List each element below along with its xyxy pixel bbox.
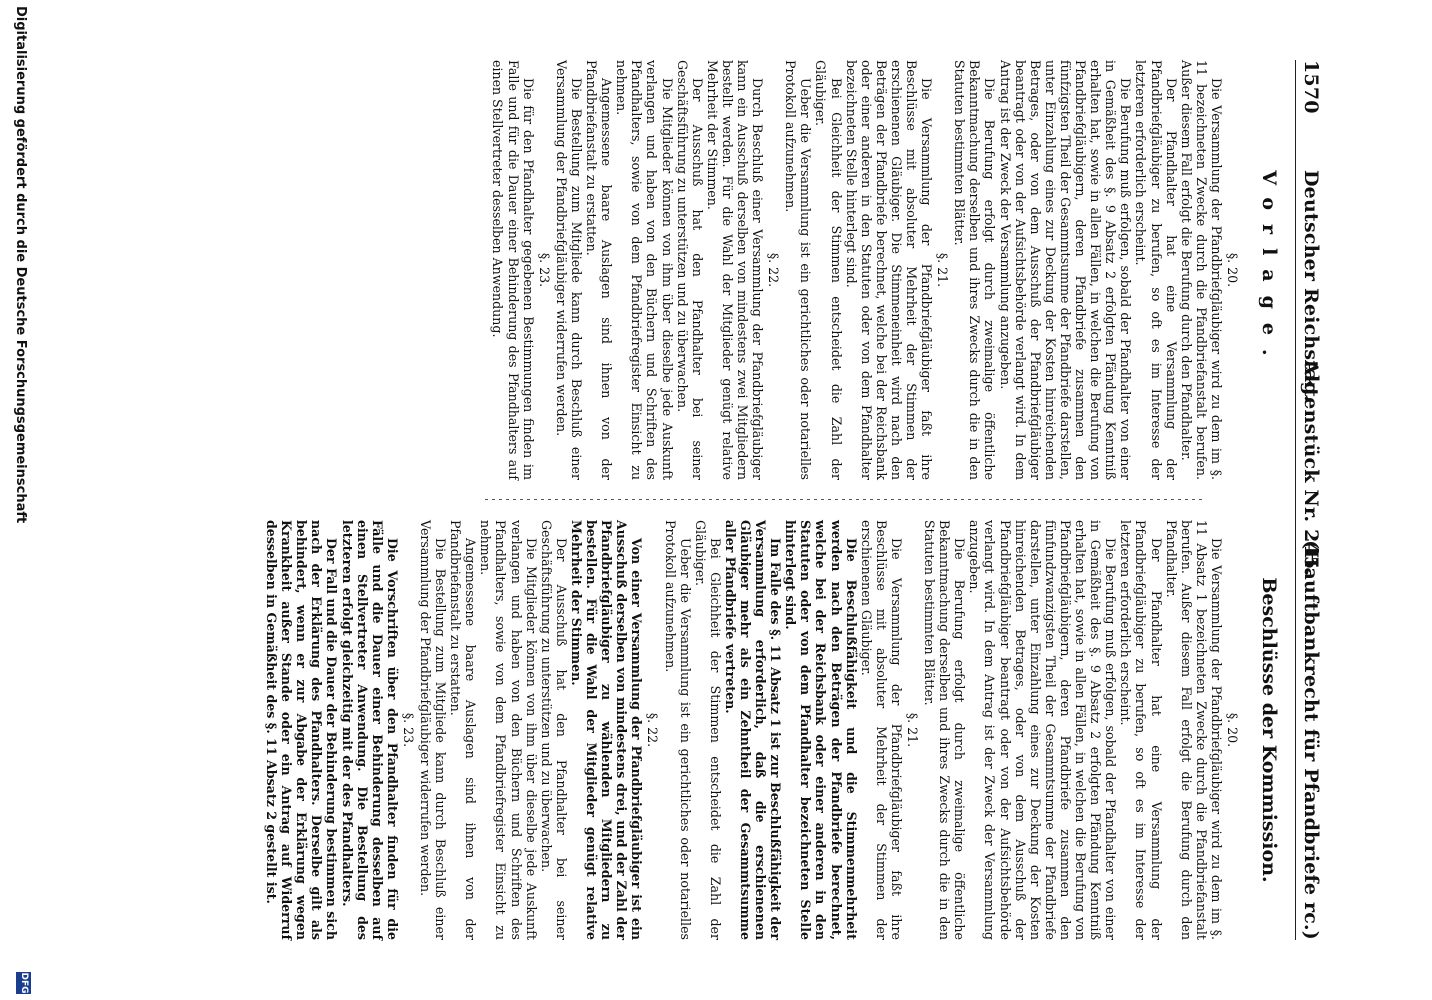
section-heading: §. 22. bbox=[766, 252, 782, 288]
paragraph: Bei Gleichheit der Stimmen entscheidet die Zahl der Gläubiger. bbox=[813, 60, 844, 480]
page-number: 1570 bbox=[1300, 60, 1322, 114]
section-heading: §. 23. bbox=[400, 712, 416, 748]
left-column-text bbox=[490, 60, 1242, 480]
paragraph: Im Falle des §. 11 Absatz 1 ist zur Beschlußfähigkeit der Versammlung erforderlich, daß die erschienenen Gläubiger mehr als ein Zehntheil der Gesammtsumme aller Pfandbriefe vertreten. bbox=[722, 520, 784, 940]
paragraph: Ueber die Versammlung ist ein gerichtliches oder notarielles Protokoll aufzunehmen. bbox=[662, 520, 693, 940]
left-column-title: Vorlage. bbox=[1258, 170, 1280, 370]
paragraph: Die Bestellung zum Mitgliede kann durch Beschluß einer Versammlung der Pfandbriefgläubiger widerrufen werden. bbox=[553, 60, 584, 480]
column-divider bbox=[482, 499, 1202, 500]
dfg-logo: DFG bbox=[16, 972, 31, 994]
section-heading: §. 21. bbox=[905, 712, 921, 748]
paragraph: Die Versammlung der Pfandbriefgläubiger faßt ihre Beschlüsse mit absoluter Mehrheit der Stimmen der erschienenen Gläubiger. bbox=[858, 520, 904, 940]
paragraph: Die Mitglieder können von ihm über dieselbe jede Auskunft verlangen und haben von den Büchern und Schriften des Pfandhalters, sowie von dem Pfandbriefregister Einsicht zu nehmen. bbox=[478, 520, 539, 940]
paragraph: Die Bestellung zum Mitgliede kann durch Beschluß einer Versammlung der Pfandbriefgläubiger widerrufen werden. bbox=[418, 520, 449, 940]
paragraph: Der Ausschuß hat den Pfandhalter bei seiner Geschäftsführung zu unterstützen und zu überwachen. bbox=[674, 60, 705, 480]
paragraph: Durch Beschluß einer Versammlung der Pfandbriefgläubiger kann ein Ausschuß derselben von mindestens zwei Mitgliedern bestellt werden. Für die Wahl der Mitglieder genügt relative Mehrheit der Stimmen. bbox=[704, 60, 766, 480]
paragraph: Der Pfandhalter hat eine Versammlung der Pfandbriefgläubiger zu berufen, so oft es im Interesse der letzteren erforderlich erscheint. bbox=[1133, 60, 1179, 480]
section-heading: §. 21. bbox=[935, 252, 951, 288]
paragraph: Die Berufung erfolgt durch zweimalige öffentliche Bekanntmachung derselben und ihres Zwecks durch die in den Statuten bestimmten Blätter. bbox=[922, 520, 968, 940]
paragraph: Die Versammlung der Pfandbriefgläubiger wird zu dem im §. 11 Absatz 1 bezeichneten Zwecke durch die Pfandbriefanstalt berufen. Außer diesem Fall erfolgt die Berufung durch den Pfandhalter. bbox=[1163, 520, 1224, 940]
paragraph: Die Versammlung der Pfandbriefgläubiger wird zu dem im §. 11 bezeichneten Zwecke durch die Pfandbriefanstalt berufen. Außer diesem Fall erfolgt die Berufung durch den Pfandhalter. bbox=[1178, 60, 1224, 480]
paragraph: Angemessene baare Auslagen sind ihnen von der Pfandbriefanstalt zu erstatten. bbox=[584, 60, 615, 480]
section-heading: §. 20. bbox=[1225, 712, 1240, 748]
section-heading: §. 20. bbox=[1225, 252, 1240, 288]
paragraph: Ueber die Versammlung ist ein gerichtliches oder notarielles Protokoll aufzunehmen. bbox=[783, 60, 814, 480]
right-column-title: Beschlüsse der Kommission. bbox=[1258, 577, 1280, 883]
paragraph: Die Versammlung der Pfandbriefgläubiger faßt ihre Beschlüsse mit absoluter Mehrheit der Stimmen der erschienenen Gläubiger. Die Stimmeneinheit wird nach den Beträgen der Pfandbriefe berechnet, welche bei der Reichsbank oder einer anderen in den Statuten oder von dem Pfandhalter bezeichneten Stelle hinterlegt sind. bbox=[843, 60, 935, 480]
paragraph: Angemessene baare Auslagen sind ihnen von der Pfandbriefanstalt zu erstatten. bbox=[448, 520, 479, 940]
publication-name: Deutscher Reichstag. bbox=[1300, 170, 1322, 403]
paragraph: Der Fall und die Dauer der Behinderung bestimmen sich nach der Erklärung des Pfandhalters. Derselbe gilt als behindert, wenn er zur Abgabe der Erklärung wegen Krankheit außer Stande oder ein Antrag auf Widerruf desselben in Gemäßheit des §. 11 Absatz 2 gestellt ist. bbox=[264, 520, 340, 940]
paragraph: Bei Gleichheit der Stimmen entscheidet die Zahl der Gläubiger. bbox=[692, 520, 723, 940]
paragraph: Die Mitglieder können von ihm über dieselbe jede Auskunft verlangen und haben von den Büchern und Schriften des Pfandhalters, sowie von dem Pfandbriefregister Einsicht zu nehmen. bbox=[614, 60, 675, 480]
document-number: Aktenstück Nr. 245. bbox=[1300, 360, 1322, 577]
paragraph: Die für den Pfandhalter gegebenen Bestimmungen finden im Falle und für die Dauer einer Behinderung des Pfandhalters auf einen Stellvertreter desselben Anwendung. bbox=[490, 60, 536, 480]
paragraph: Die Berufung erfolgt durch zweimalige öffentliche Bekanntmachung derselben und ihres Zwecks durch die in den Statuten bestimmten Blätter. bbox=[952, 60, 998, 480]
footer-credit: Digitalisierung gefördert durch die Deutsche Forschungsgemeinschaft bbox=[13, 6, 28, 524]
paragraph: Der Ausschuß hat den Pfandhalter bei seiner Geschäftsführung zu unterstützen und zu überwachen. bbox=[538, 520, 569, 940]
running-title: (Hauftbankrecht für Pfandbriefe rc.) bbox=[1300, 540, 1322, 940]
paragraph: Die Vorschriften über den Pfandhalter finden für die Fälle und die Dauer einer Behinderung desselben auf einen Stellvertreter Anwendung. Die Bestellung des letzteren erfolgt gleichzeitig mit der des Pfandhalters. bbox=[339, 520, 400, 940]
paragraph: Die Beschlußfähigkeit und die Stimmenmehrheit werden nach den Beträgen der Pfandbriefe berechnet, welche bei der Reichsbank oder einer anderen in den Statuten oder von dem Pfandhalter bezeichneten Stelle hinterlegt sind. bbox=[783, 520, 859, 940]
paragraph: Der Pfandhalter hat eine Versammlung der Pfandbriefgläubiger zu berufen, so oft es im Interesse der letzteren erforderlich erscheint. bbox=[1118, 520, 1164, 940]
paragraph: Die Berufung muß erfolgen, sobald der Pfandhalter von einer in Gemäßheit des §. 9 Absatz 2 erfolgten Pfändung Kenntniß erhalten hat, sowie in allen Fällen, in welchen die Berufung von Pfandbriefgläubigern, deren Pfandbriefe zusammen den fünfundzwanzigsten Theil der Gesammtsumme der Pfandbriefe darstellen, unter Einzahlung eines zur Deckung der Kosten hinreichenden Betrages, oder von dem Ausschuß der Pfandbriefgläubiger beantragt oder von der Aufsichtsbehörde verlangt wird. In dem Antrag ist der Zweck der Versammlung anzugeben. bbox=[967, 520, 1119, 940]
paragraph: Die Berufung muß erfolgen, sobald der Pfandhalter von einer in Gemäßheit des §. 9 Absatz 2 erfolgten Pfändung Kenntniß erhalten hat, sowie in allen Fällen, in welchen die Berufung von Pfandbriefgläubigern, deren Pfandbriefe zusammen den fünfzigsten Theil der Gesammtsumme der Pfandbriefe darstellen, unter Einzahlung eines zur Deckung der Kosten hinreichenden Betrages, oder von dem Ausschuß der Pfandbriefgläubiger beantragt oder von der Aufsichtsbehörde verlangt wird. In dem Antrag ist der Zweck der Versammlung anzugeben. bbox=[997, 60, 1134, 480]
right-column-text bbox=[264, 520, 1242, 940]
section-heading: §. 23. bbox=[536, 252, 552, 288]
paragraph: Von einer Versammlung der Pfandbriefgläubiger ist ein Ausschuß derselben von mindestens drei, und der Zahl der Pfandbriefgläubiger zu wählenden Mitgliedern zu bestellen. Für die Wahl der Mitglieder genügt relative Mehrheit der Stimmen. bbox=[568, 520, 645, 940]
digitization-footer bbox=[8, 0, 34, 1000]
page-header bbox=[1295, 60, 1322, 940]
section-heading: §. 22. bbox=[645, 712, 661, 748]
